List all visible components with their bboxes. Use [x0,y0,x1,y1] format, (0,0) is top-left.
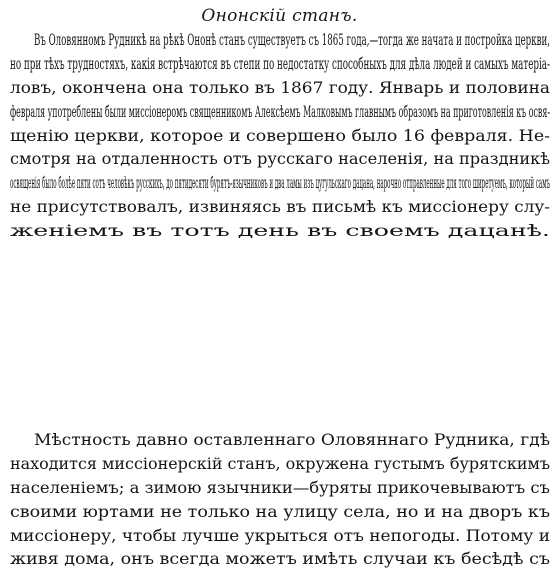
text-line: ловъ, окончена она только въ 1867 году. Январь и половина [10,78,550,97]
text-line: своими юртами не только на улицу села, но и на дворъ къ [10,502,550,521]
text-line: женіемъ въ тотъ день въ своемъ дацанѣ. [10,222,550,241]
text-line: освященія было болѣе пяти сотъ человѣкъ русскихъ, до пятидесяти бурятъ-язычниковъ и два ламы изъ цугульскаго дацана, нарочно отправленные для того ширетуемъ, который самъ [10,174,550,193]
text-line: находится миссіонерскій станъ, окружена густымъ бурятскимъ [10,454,550,473]
text-line: февраля употреблены были миссіонеромъ священникомъ Алексѣемъ Малковымъ главнымъ образомъ на приготовленія къ освя- [10,102,550,121]
text-line: населеніемъ; а зимою язычники—буряты прикочевываютъ съ [10,478,550,497]
text-line: но при тѣхъ трудностяхъ, какія встрѣчаются въ степи по недостатку способныхъ для дѣла людей и самыхъ матеріа- [10,54,550,73]
text-line: живя дома, онъ всегда можетъ имѣть случаи къ бесѣдѣ съ [10,550,550,569]
paragraph-2 [0,429,559,572]
paragraph-1 [0,29,559,244]
text-line: Въ Оловянномъ Рудникѣ на рѣкѣ Ононѣ станъ существуетъ съ 1865 года,—тогда же начата и постройка церкви, [34,31,550,49]
section-title: Ононскій станъ. [201,6,358,26]
text-line: щенію церкви, которое и совершено было 16 февраля. Не- [10,126,550,145]
text-line: Мѣстность давно оставленнаго Оловяннаго Рудника, гдѣ [34,431,550,449]
text-line: смотря на отдаленность отъ русскаго населенія, на праздникѣ [10,150,550,169]
text-line: миссіонеру, чтобы лучше укрыться отъ непогоды. Потому и [10,526,550,545]
text-line: не присутствовалъ, извиняясь въ письмѣ къ миссіонеру слу- [10,198,550,217]
